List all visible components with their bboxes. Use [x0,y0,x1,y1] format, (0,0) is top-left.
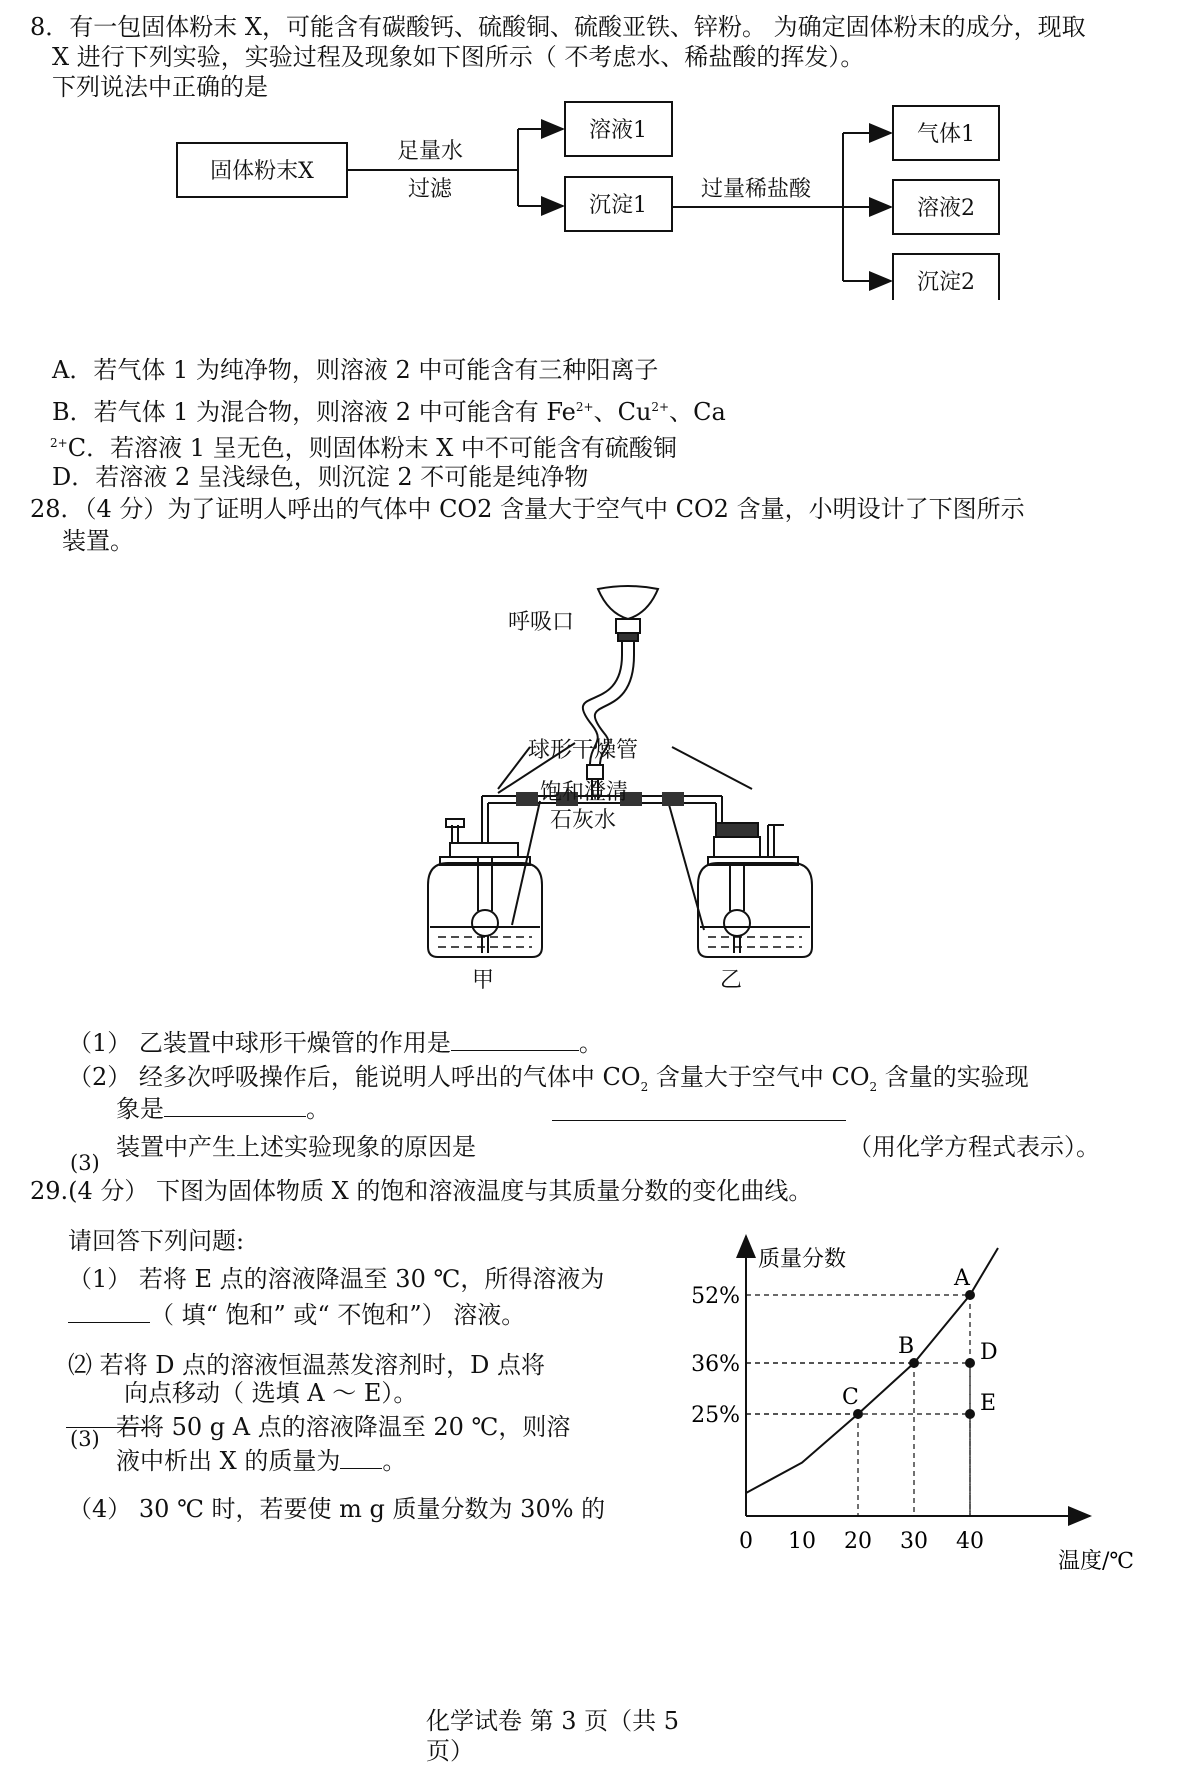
q28-text-line2: 装置。 [62,527,134,555]
label-jar-a: 甲 [472,968,495,993]
q28-part2-line1: （2） 经多次呼吸操作后，能说明人呼出的气体中 $CO_2$ 含量大于空气中 $CO_2$ 含量的实验现 [68,1063,1029,1094]
q8-option-a: A．若气体 1 为纯净物，则溶液 2 中可能含有三种阳离子 [52,356,659,384]
label-limewater-2: 石灰水 [550,808,617,833]
q28-text-line1: 28．（4 分）为了证明人呼出的气体中 CO2 含量大于空气中 CO2 含量，小明设计了下图所示 [30,495,1025,523]
q28-part1: （1） 乙装置中球形干燥管的作用是 。 [68,1029,603,1057]
label-step1-water: 足量水 [396,139,464,164]
q29-part1-line2: （ 填“ 饱和” 或“ 不饱和”） 溶液。 [68,1300,525,1330]
q29-part3-number: (3) [70,1427,100,1451]
label-solution1: 溶液1 [589,118,647,143]
point-A [965,1290,975,1300]
point-D [965,1358,975,1368]
q8-option-d: D．若溶液 2 呈浅绿色，则沉淀 2 不可能是纯净物 [52,463,589,491]
q29-part4: （4） 30 ℃ 时，若要使 m g 质量分数为 30% 的 [68,1495,606,1523]
x-tick-10: 10 [788,1529,816,1554]
y-tick-25: 25% [691,1403,740,1428]
label-jar-b: 乙 [720,968,743,993]
q28-part2-line2: 象是 。 [116,1095,330,1123]
q29-text-line1: 29.(4 分） 下图为固体物质 X 的饱和溶液温度与其质量分数的变化曲线。 [30,1177,813,1205]
q29-part3-line1: 若将 50 g A 点的溶液降温至 20 ℃，则溶 [116,1413,571,1441]
label-step1-filter: 过滤 [407,177,453,202]
solubility-chart [680,1228,1160,1598]
point-label-B: B [898,1334,915,1359]
y-tick-36: 36% [691,1352,740,1377]
q8-text-line3: 下列说法中正确的是 [52,73,268,101]
label-drying-tube: 球形干燥管 [528,738,639,763]
point-label-D: D [980,1340,998,1365]
y-axis-label: 质量分数 [758,1247,847,1272]
label-precipitate1: 沉淀1 [589,193,647,218]
label-mouthpiece: 呼吸口 [508,610,575,635]
q28-part3-end: （用化学方程式表示）。 [848,1133,1100,1161]
label-gas1: 气体1 [917,122,975,147]
footer-page-line2: 页） [426,1737,474,1765]
x-tick-0: 0 [739,1529,753,1554]
q29-part1-line1-clip [68,1264,692,1294]
q29-part3-line2: 液中析出 X 的质量为 。 [116,1447,407,1475]
q29-part2-line1: ⑵ 若将 D 点的溶液恒温蒸发溶剂时，D 点将 [68,1351,545,1379]
y-tick-52: 52% [691,1284,740,1309]
point-E [965,1409,975,1419]
label-solid-x: 固体粉末X [210,159,314,184]
label-solution2: 溶液2 [917,196,975,221]
x-tick-30: 30 [900,1529,928,1554]
q28-part3-number: (3) [70,1151,100,1175]
q28-part3-answer-line [552,1120,846,1121]
q8-text-line2: X 进行下列实验，实验过程及现象如下图所示（ 不考虑水、稀盐酸的挥发）。 [52,43,865,71]
label-step2-acid: 过量稀盐酸 [700,177,812,202]
q29-part1-line1: （1） 若将 E 点的溶液降温至 30 ℃，所得溶液为 [68,1265,605,1293]
footer-page-line1: 化学试卷 第 3 页（共 5 [426,1707,680,1735]
point-label-C: C [842,1385,859,1410]
q8-option-c: $^{2+}$C．若溶液 1 呈无色，则固体粉末 X 中不可能含有硫酸铜 [50,434,677,462]
q29-prompt: 请回答下列问题: [68,1227,245,1255]
q28-apparatus-diagram [0,575,1195,995]
q8-option-b: B．若气体 1 为混合物，则溶液 2 中可能含有 $Fe^{2+}$、$Cu^{2+}$、Ca [52,398,726,426]
q29-part2-line2: 向点移动（ 选填 A ～ E）。 [124,1379,418,1407]
x-tick-20: 20 [844,1529,872,1554]
point-label-E: E [980,1391,997,1416]
x-tick-40: 40 [956,1529,984,1554]
q8-flow-diagram [0,100,1195,300]
label-limewater-1: 饱和澄清 [540,780,629,805]
x-axis-label: 温度/℃ [1058,1549,1135,1574]
point-label-A: A [954,1266,970,1291]
label-precipitate2: 沉淀2 [917,270,975,295]
q28-part3-text: 装置中产生上述实验现象的原因是 [116,1133,476,1161]
q8-text-line1: 8．有一包固体粉末 X，可能含有碳酸钙、硫酸铜、硫酸亚铁、锌粉。 为确定固体粉末的成分，现取 [30,13,1086,41]
